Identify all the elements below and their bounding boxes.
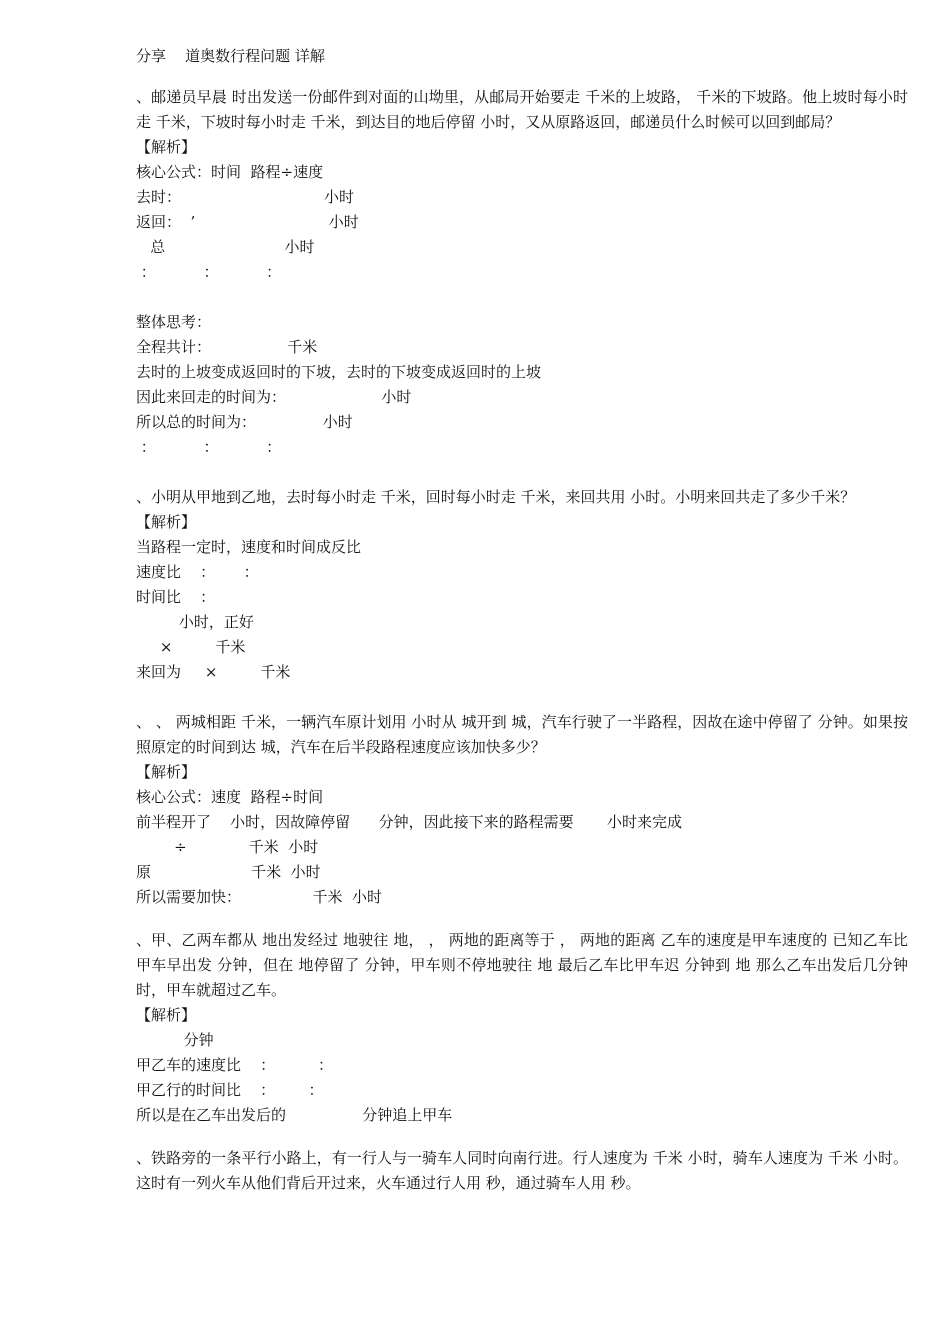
solution-label: 【解析】	[136, 138, 197, 156]
document-title: 分享 道奥数行程问题 详解	[136, 47, 325, 65]
solution-line: ： ： ：	[136, 438, 282, 456]
solution-line: 当路程一定时，速度和时间成反比	[136, 538, 362, 556]
solution-line: 返回： ’ 小时	[136, 213, 359, 231]
document-page	[136, 44, 908, 1196]
problem-5	[136, 1146, 908, 1196]
spacer	[136, 685, 908, 710]
problem-question: 、 、 两城相距 千米，一辆汽车原计划用 小时从 城开到 城，汽车行驶了一半路程，因故在途中停留了 分钟。如果按照原定的时间到达 城，汽车在后半段路程速度应该加快多少？	[136, 713, 908, 756]
solution-line: 速度比 ： ：	[136, 563, 259, 581]
solution-label: 【解析】	[136, 763, 197, 781]
solution-line: 时间比 ：	[136, 588, 216, 606]
solution-line: × 千米	[136, 638, 246, 656]
solution-line: 所以需要加快： 千米 小时	[136, 888, 383, 906]
solution-line: 去时： 小时	[136, 188, 355, 206]
problem-2	[136, 485, 908, 685]
problem-3	[136, 710, 908, 910]
solution-line: ： ： ：	[136, 263, 282, 281]
solution-line: 核心公式：速度 路程÷时间	[136, 788, 324, 806]
solution-line: 原 千米 小时	[136, 863, 321, 881]
problem-question: 、铁路旁的一条平行小路上，有一行人与一骑车人同时向南行进。行人速度为 千米 小时，骑车人速度为 千米 小时。这时有一列火车从他们背后开过来，火车通过行人用 秒，通过骑车人用 秒。	[136, 1149, 908, 1192]
solution-line: 来回为 × 千米	[136, 663, 291, 681]
solution-label: 【解析】	[136, 1006, 197, 1024]
spacer	[136, 460, 908, 485]
problem-4	[136, 928, 908, 1128]
solution-line: 核心公式：时间 路程÷速度	[136, 163, 324, 181]
solution-line: 总 小时	[136, 238, 315, 256]
solution-line	[136, 285, 908, 310]
solution-line: ÷ 千米 小时	[136, 838, 319, 856]
problem-question: 、甲、乙两车都从 地出发经过 地驶往 地， ， 两地的距离等于 ， 两地的距离 乙车的速度是甲车速度的 已知乙车比甲车早出发 分钟，但在 地停留了 分钟，甲车则不停地驶往 地 最后乙车比甲车迟 分钟到 地 那么乙车出发后几分钟时，甲车就超过乙车。	[136, 931, 908, 999]
solution-label: 【解析】	[136, 513, 197, 531]
solution-line: 所以总的时间为： 小时	[136, 413, 353, 431]
solution-line: 整体思考：	[136, 313, 212, 331]
solution-line: 甲乙行的时间比 ： ：	[136, 1081, 324, 1099]
problem-question: 、邮递员早晨 时出发送一份邮件到对面的山坳里，从邮局开始要走 千米的上坡路， 千米的下坡路。他上坡时每小时走 千米，下坡时每小时走 千米，到达目的地后停留 小时，又从原路返回，邮递员什么时候可以回到邮局？	[136, 88, 908, 131]
solution-line: 前半程开了 小时，因故障停留 分钟，因此接下来的路程需要 小时来完成	[136, 813, 683, 831]
problem-1	[136, 85, 908, 460]
solution-line: 因此来回走的时间为： 小时	[136, 388, 412, 406]
spacer	[136, 1128, 908, 1146]
problem-question: 、小明从甲地到乙地，去时每小时走 千米，回时每小时走 千米，来回共用 小时。小明来回共走了多少千米？	[136, 488, 856, 506]
spacer	[136, 910, 908, 928]
solution-line: 去时的上坡变成返回时的下坡，去时的下坡变成返回时的上坡	[136, 363, 542, 381]
solution-line: 所以是在乙车出发后的 分钟追上甲车	[136, 1106, 453, 1124]
solution-line: 全程共计： 千米	[136, 338, 318, 356]
solution-line: 小时，正好	[136, 613, 254, 631]
solution-line: 分钟	[136, 1031, 214, 1049]
solution-line: 甲乙车的速度比 ： ：	[136, 1056, 333, 1074]
